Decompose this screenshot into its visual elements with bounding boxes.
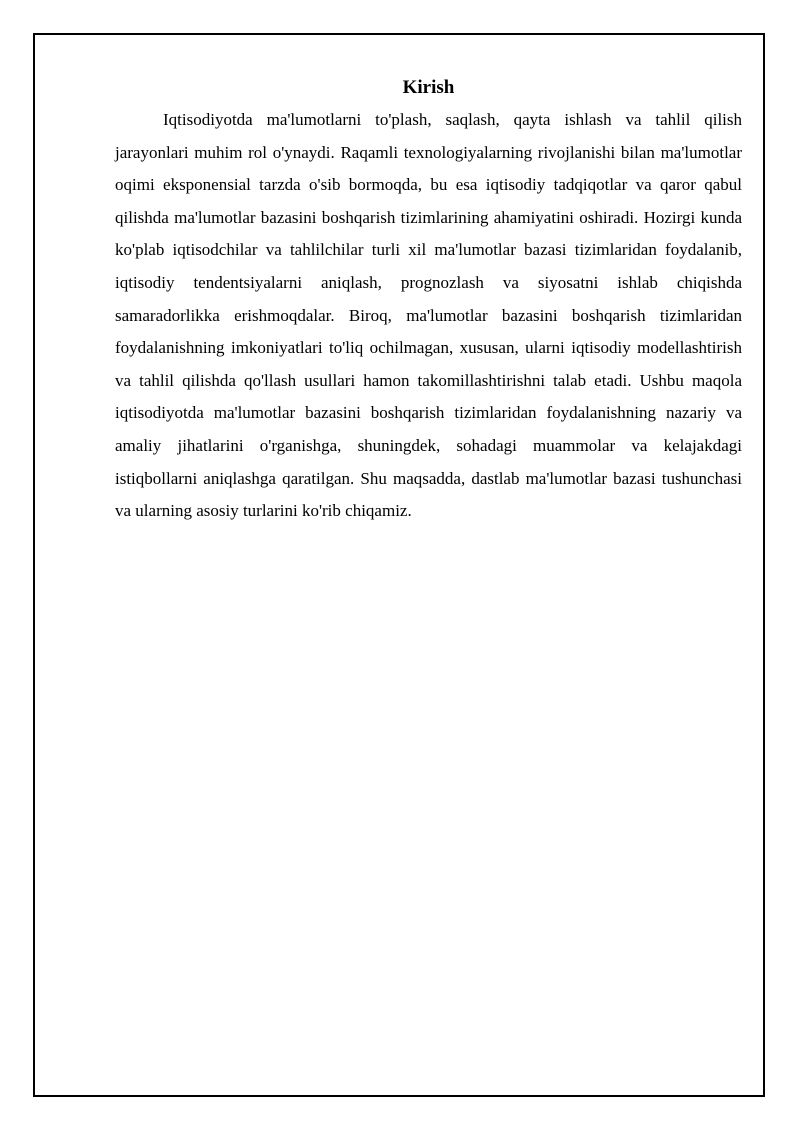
document-body — [115, 74, 742, 528]
intro-paragraph: Iqtisodiyotda ma'lumotlarni to'plash, saqlash, qayta ishlash va tahlil qilish jarayonlari muhim rol o'ynaydi. Raqamli texnologiyalarning rivojlanishi bilan ma'lumotlar oqimi eksponensial tarzda o'sib bormoqda, bu esa iqtisodiy tadqiqotlar va qaror qabul qilishda ma'lumotlar bazasini boshqarish tizimlarining ahamiyatini oshiradi. Hozirgi kunda ko'plab iqtisodchilar va tahlilchilar turli xil ma'lumotlar bazasi tizimlaridan foydalanib, iqtisodiy tendentsiyalarni aniqlash, prognozlash va siyosatni ishlab chiqishda samaradorlikka erishmoqdalar. Biroq, ma'lumotlar bazasini boshqarish tizimlaridan foydalanishning imkoniyatlari to'liq ochilmagan, xususan, ularni iqtisodiy modellashtirish va tahlil qilishda qo'llash usullari hamon takomillashtirishni talab etadi. Ushbu maqola iqtisodiyotda ma'lumotlar bazasini boshqarish tizimlaridan foydalanishning nazariy va amaliy jihatlarini o'rganishga, shuningdek, sohadagi muammolar va kelajakdagi istiqbollarni aniqlashga qaratilgan. Shu maqsadda, dastlab ma'lumotlar bazasi tushunchasi va ularning asosiy turlarini ko'rib chiqamiz. — [115, 110, 742, 521]
section-heading: Kirish — [402, 77, 455, 98]
